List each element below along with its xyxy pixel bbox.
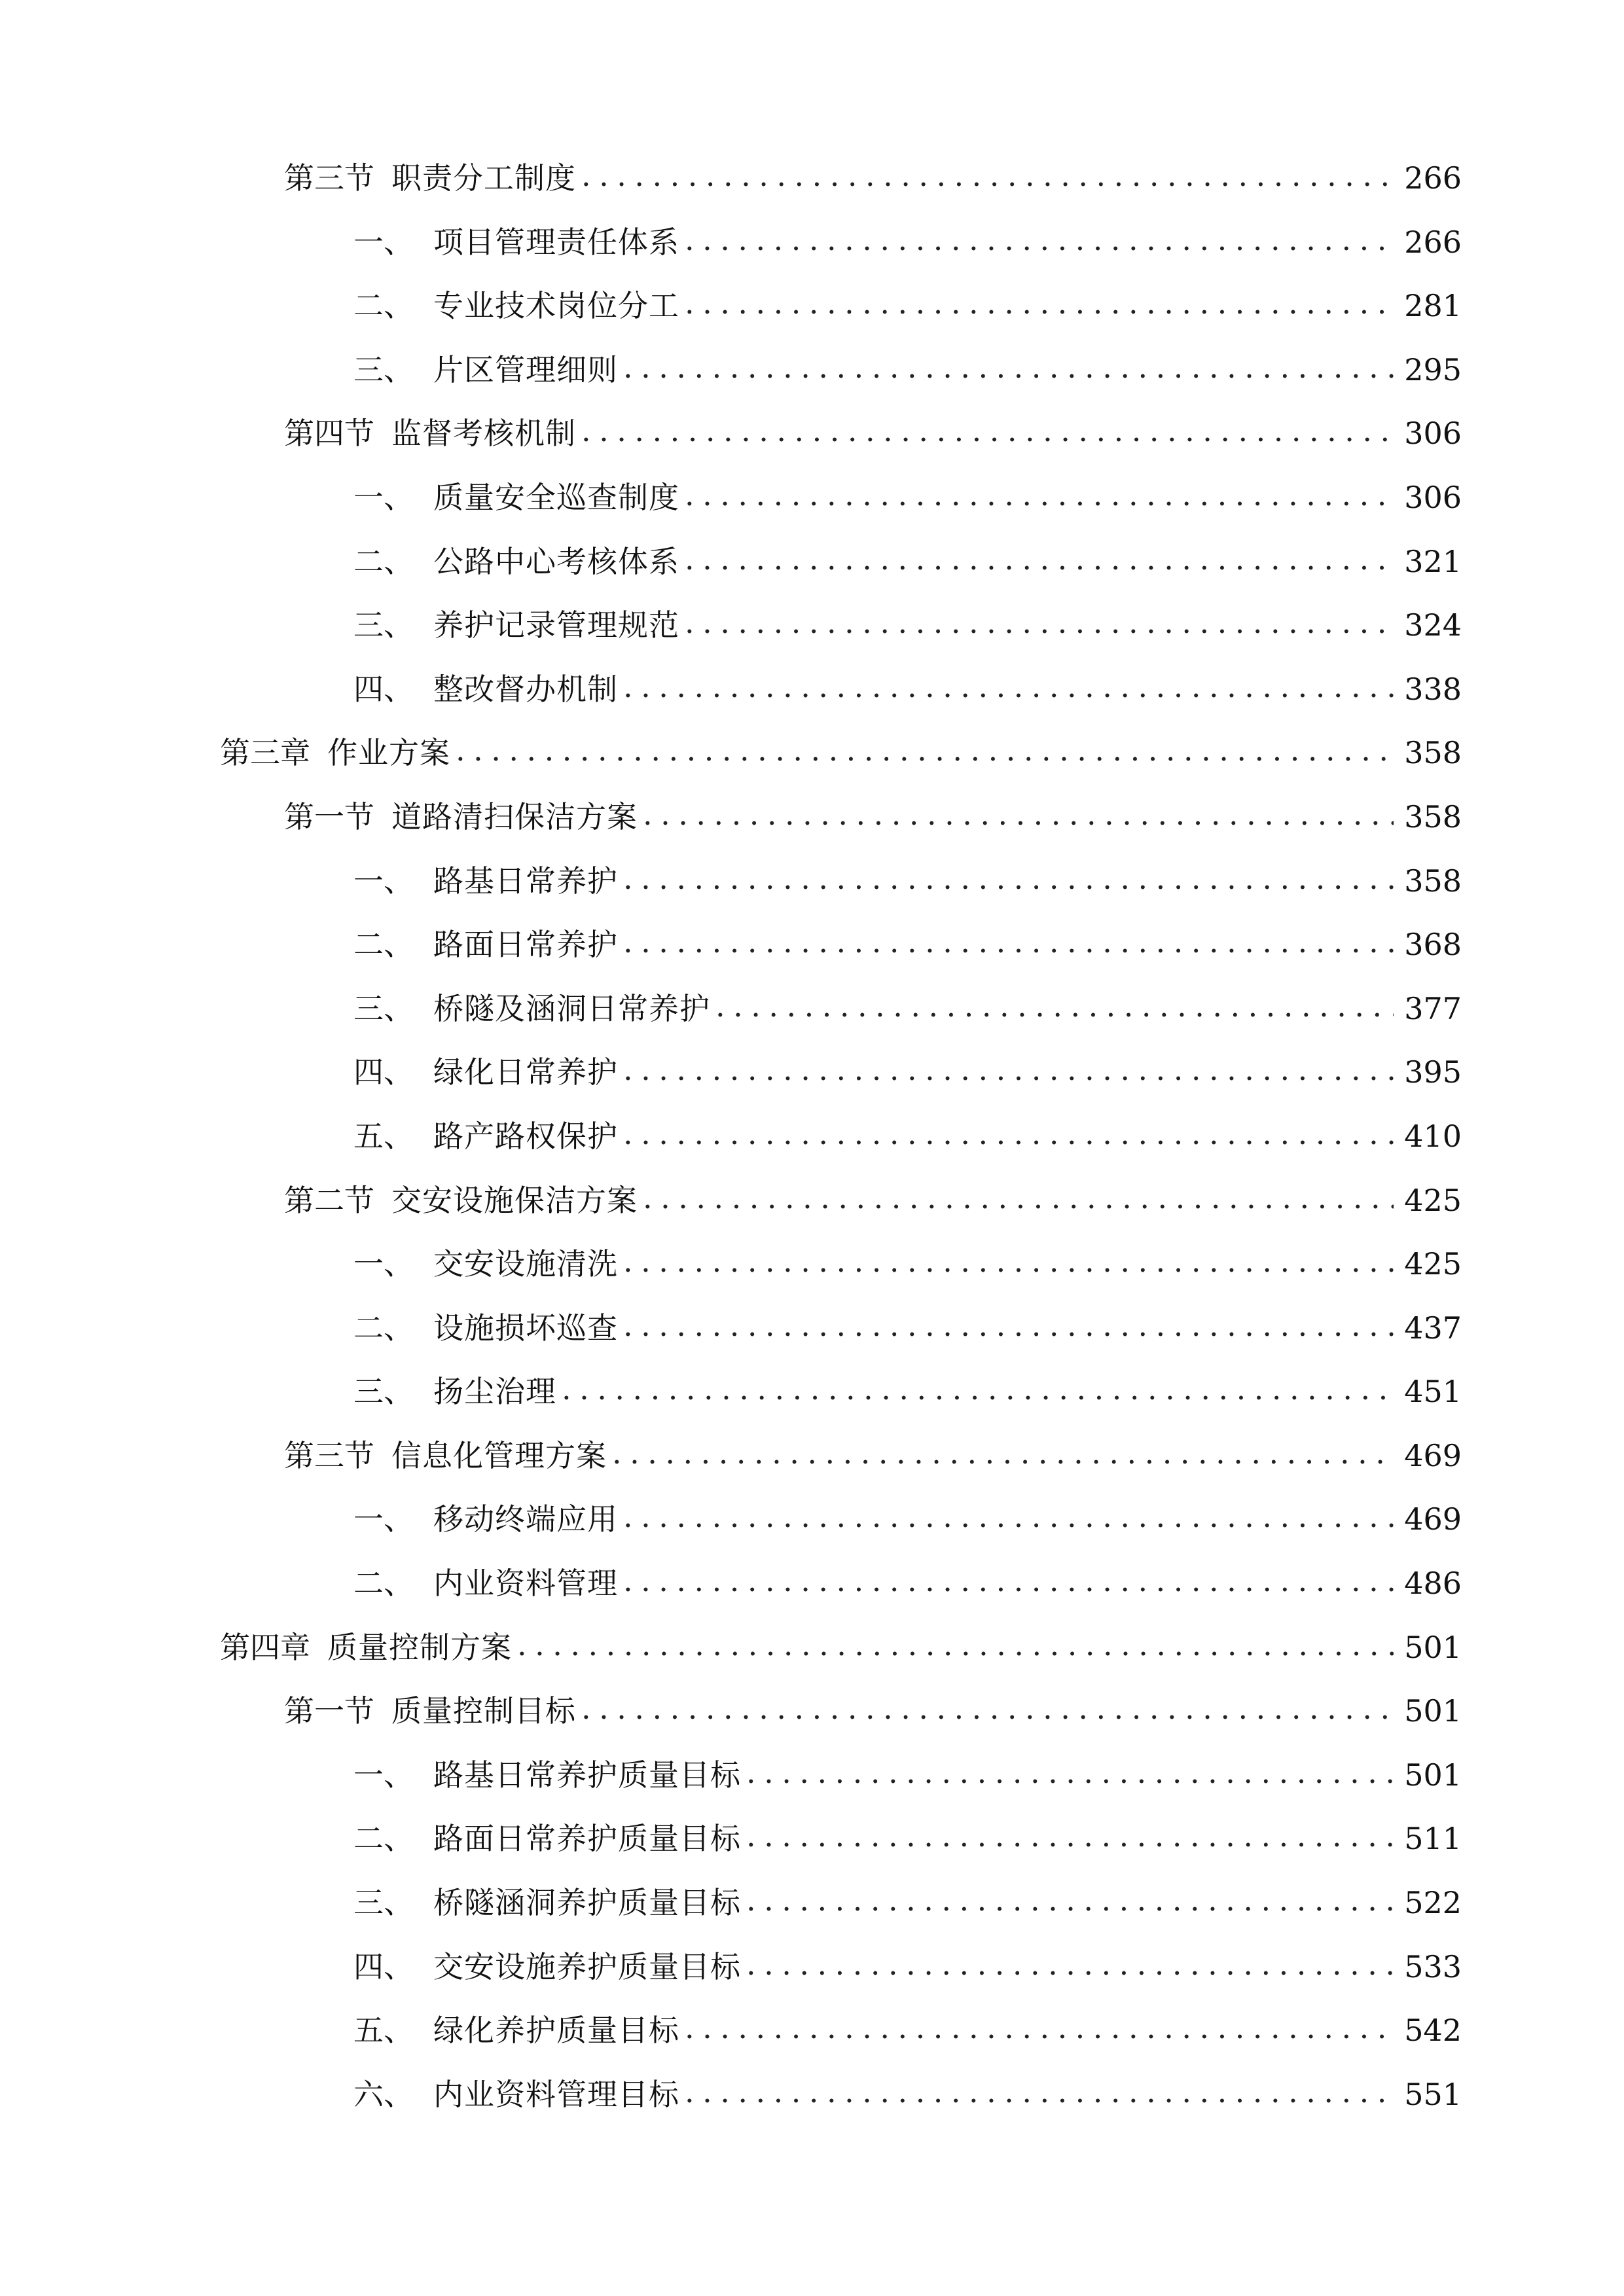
dot-leader	[623, 1038, 1394, 1102]
toc-entry-title: 路面日常养护	[433, 927, 618, 963]
toc-entry-line	[353, 274, 1462, 338]
toc-entry-number: 二、	[353, 927, 414, 963]
toc-entry-line	[284, 1424, 1462, 1488]
dot-leader	[685, 2060, 1394, 2125]
toc-entry-title: 路产路权保护	[433, 1118, 618, 1154]
toc-entry-title: 设施损坏巡查	[433, 1310, 618, 1346]
toc-entry-number: 一、	[353, 863, 414, 899]
toc-entry-title: 交安设施养护质量目标	[433, 1948, 741, 1984]
toc-entry-number: 三、	[353, 1885, 414, 1921]
toc-entry-line	[353, 594, 1462, 658]
toc-entry-page-number: 437	[1404, 1310, 1462, 1346]
toc-entry-title: 项目管理责任体系	[433, 224, 679, 260]
toc-entry-page-number: 306	[1404, 416, 1462, 452]
toc-entry-title: 内业资料管理目标	[433, 2076, 679, 2112]
toc-entry-item[interactable]	[0, 1488, 1624, 1552]
toc-entry-title: 质量安全巡查制度	[433, 479, 679, 515]
toc-entry-page-number: 551	[1404, 2076, 1462, 2112]
toc-entry-item[interactable]	[0, 977, 1624, 1041]
dot-leader	[517, 1613, 1394, 1677]
toc-entry-title: 监督考核机制	[391, 416, 576, 452]
toc-entry-item[interactable]	[0, 1999, 1624, 2063]
toc-entry-title: 片区管理细则	[433, 351, 618, 387]
toc-entry-number: 第四节	[284, 416, 374, 452]
dot-leader	[643, 783, 1394, 847]
toc-entry-page-number: 451	[1404, 1374, 1462, 1410]
toc-entry-line	[353, 913, 1462, 977]
toc-entry-line	[284, 785, 1462, 850]
toc-entry-title: 路基日常养护	[433, 863, 618, 899]
toc-entry-line	[353, 211, 1462, 275]
toc-entry-page-number: 358	[1404, 798, 1462, 834]
toc-entry-line	[284, 147, 1462, 211]
toc-entry-title: 桥隧涵洞养护质量目标	[433, 1885, 741, 1921]
toc-entry-title: 专业技术岗位分工	[433, 288, 679, 324]
toc-entry-section[interactable]	[0, 1169, 1624, 1233]
toc-entry-number: 三、	[353, 351, 414, 387]
dot-leader	[746, 1804, 1394, 1869]
toc-entry-line	[353, 1041, 1462, 1105]
toc-entry-page-number: 469	[1404, 1437, 1462, 1473]
toc-entry-section[interactable]	[0, 785, 1624, 850]
toc-entry-line	[353, 1552, 1462, 1616]
toc-entry-line	[353, 2063, 1462, 2127]
dot-leader	[623, 336, 1394, 400]
toc-entry-line	[353, 850, 1462, 914]
toc-entry-line	[220, 1616, 1462, 1680]
toc-entry-item[interactable]	[0, 338, 1624, 403]
toc-entry-title: 绿化养护质量目标	[433, 2013, 679, 2049]
toc-entry-page-number: 295	[1404, 351, 1462, 387]
toc-entry-title: 交安设施清洗	[433, 1246, 618, 1282]
toc-entry-page-number: 410	[1404, 1118, 1462, 1154]
toc-entry-chapter[interactable]	[0, 721, 1624, 785]
toc-entry-title: 交安设施保洁方案	[391, 1182, 638, 1218]
toc-entry-item[interactable]	[0, 1041, 1624, 1105]
dot-leader	[623, 847, 1394, 911]
toc-entry-title: 公路中心考核体系	[433, 543, 679, 579]
dot-leader	[746, 1741, 1394, 1805]
dot-leader	[685, 1996, 1394, 2060]
toc-entry-page-number: 425	[1404, 1246, 1462, 1282]
toc-entry-number: 二、	[353, 543, 414, 579]
toc-entry-item[interactable]	[0, 2063, 1624, 2127]
toc-entry-number: 第一节	[284, 798, 374, 834]
dot-leader	[623, 1294, 1394, 1358]
toc-entry-title: 整改督办机制	[433, 671, 618, 707]
toc-entry-number: 一、	[353, 1757, 414, 1793]
toc-entry-page-number: 266	[1404, 224, 1462, 260]
toc-entry-item[interactable]	[0, 1871, 1624, 1935]
toc-entry-title: 路基日常养护质量目标	[433, 1757, 741, 1793]
toc-entry-line	[284, 1169, 1462, 1233]
toc-entry-title: 信息化管理方案	[391, 1437, 607, 1473]
toc-entry-item[interactable]	[0, 1552, 1624, 1616]
toc-entry-title: 桥隧及涵洞日常养护	[433, 990, 710, 1026]
toc-entry-page-number: 377	[1404, 990, 1462, 1026]
toc-entry-page-number: 501	[1404, 1757, 1462, 1793]
toc-entry-page-number: 358	[1404, 735, 1462, 771]
toc-entry-number: 一、	[353, 1246, 414, 1282]
dot-leader	[612, 1422, 1394, 1486]
toc-entry-line	[220, 721, 1462, 785]
dot-leader	[581, 1677, 1394, 1741]
toc-entry-title: 职责分工制度	[391, 160, 576, 196]
table-of-contents	[0, 147, 1624, 2126]
toc-entry-line	[353, 1488, 1462, 1552]
toc-entry-page-number: 338	[1404, 671, 1462, 707]
toc-entry-item[interactable]	[0, 1744, 1624, 1808]
toc-entry-number: 第三节	[284, 1437, 374, 1473]
dot-leader	[685, 463, 1394, 528]
toc-entry-title: 质量控制目标	[391, 1693, 576, 1729]
toc-entry-item[interactable]	[0, 274, 1624, 338]
toc-entry-line	[353, 1232, 1462, 1297]
toc-entry-line	[284, 1679, 1462, 1744]
dot-leader	[623, 1549, 1394, 1613]
toc-entry-section[interactable]	[0, 147, 1624, 211]
dot-leader	[685, 591, 1394, 655]
toc-entry-page-number: 486	[1404, 1566, 1462, 1602]
toc-entry-page-number: 368	[1404, 927, 1462, 963]
toc-entry-page-number: 522	[1404, 1885, 1462, 1921]
toc-entry-number: 一、	[353, 479, 414, 515]
toc-entry-chapter[interactable]	[0, 1616, 1624, 1680]
toc-entry-page-number: 533	[1404, 1948, 1462, 1984]
toc-entry-number: 第四章	[220, 1629, 310, 1665]
toc-entry-number: 第一节	[284, 1693, 374, 1729]
toc-entry-item[interactable]	[0, 1297, 1624, 1361]
toc-entry-page-number: 266	[1404, 160, 1462, 196]
toc-entry-page-number: 281	[1404, 288, 1462, 324]
toc-entry-page-number: 501	[1404, 1629, 1462, 1665]
dot-leader	[456, 719, 1394, 783]
toc-entry-page-number: 425	[1404, 1182, 1462, 1218]
toc-entry-line	[353, 1999, 1462, 2063]
toc-entry-line	[353, 1297, 1462, 1361]
toc-entry-title: 绿化日常养护	[433, 1054, 618, 1090]
toc-entry-line	[353, 1105, 1462, 1169]
toc-entry-number: 三、	[353, 607, 414, 643]
toc-entry-number: 三、	[353, 990, 414, 1026]
toc-entry-line	[353, 1360, 1462, 1424]
dot-leader	[623, 655, 1394, 719]
toc-entry-number: 第二节	[284, 1182, 374, 1218]
toc-entry-line	[353, 1744, 1462, 1808]
toc-entry-number: 二、	[353, 1821, 414, 1857]
toc-entry-line	[353, 466, 1462, 530]
toc-entry-title: 扬尘治理	[433, 1374, 556, 1410]
toc-entry-section[interactable]	[0, 402, 1624, 466]
toc-entry-page-number: 542	[1404, 2013, 1462, 2049]
toc-entry-page-number: 395	[1404, 1054, 1462, 1090]
dot-leader	[643, 1166, 1394, 1230]
toc-entry-line	[353, 1871, 1462, 1935]
dot-leader	[746, 1933, 1394, 1997]
dot-leader	[685, 272, 1394, 336]
toc-entry-line	[353, 1935, 1462, 2000]
dot-leader	[715, 975, 1394, 1039]
dot-leader	[581, 144, 1394, 208]
toc-entry-number: 第三节	[284, 160, 374, 196]
toc-entry-number: 第三章	[220, 735, 310, 771]
toc-entry-title: 移动终端应用	[433, 1501, 618, 1537]
toc-entry-number: 一、	[353, 1501, 414, 1537]
toc-entry-number: 四、	[353, 1948, 414, 1984]
toc-entry-page-number: 511	[1404, 1821, 1462, 1857]
toc-entry-line	[353, 338, 1462, 403]
toc-entry-title: 内业资料管理	[433, 1566, 618, 1602]
toc-entry-item[interactable]	[0, 211, 1624, 275]
toc-entry-item[interactable]	[0, 1105, 1624, 1169]
toc-entry-number: 五、	[353, 1118, 414, 1154]
toc-entry-title: 质量控制方案	[327, 1629, 512, 1665]
toc-entry-item[interactable]	[0, 466, 1624, 530]
dot-leader	[623, 1230, 1394, 1294]
toc-entry-number: 二、	[353, 1566, 414, 1602]
dot-leader	[746, 1869, 1394, 1933]
toc-entry-number: 一、	[353, 224, 414, 260]
toc-entry-title: 作业方案	[327, 735, 450, 771]
toc-entry-item[interactable]	[0, 1807, 1624, 1871]
toc-entry-line	[353, 658, 1462, 722]
toc-entry-item[interactable]	[0, 850, 1624, 914]
dot-leader	[623, 910, 1394, 975]
dot-leader	[685, 208, 1394, 272]
toc-entry-item[interactable]	[0, 1360, 1624, 1424]
dot-leader	[685, 528, 1394, 592]
toc-entry-section[interactable]	[0, 1424, 1624, 1488]
toc-entry-line	[353, 530, 1462, 594]
toc-entry-number: 二、	[353, 288, 414, 324]
toc-entry-number: 五、	[353, 2013, 414, 2049]
toc-entry-section[interactable]	[0, 1679, 1624, 1744]
toc-entry-number: 四、	[353, 1054, 414, 1090]
toc-entry-page-number: 358	[1404, 863, 1462, 899]
toc-entry-title: 养护记录管理规范	[433, 607, 679, 643]
dot-leader	[581, 399, 1394, 463]
toc-entry-title: 道路清扫保洁方案	[391, 798, 638, 834]
dot-leader	[562, 1357, 1394, 1422]
toc-entry-item[interactable]	[0, 1232, 1624, 1297]
toc-entry-page-number: 469	[1404, 1501, 1462, 1537]
toc-entry-page-number: 306	[1404, 479, 1462, 515]
toc-entry-title: 路面日常养护质量目标	[433, 1821, 741, 1857]
toc-entry-number: 二、	[353, 1310, 414, 1346]
dot-leader	[623, 1102, 1394, 1166]
toc-entry-number: 四、	[353, 671, 414, 707]
toc-entry-item[interactable]	[0, 913, 1624, 977]
toc-entry-page-number: 501	[1404, 1693, 1462, 1729]
toc-entry-page-number: 321	[1404, 543, 1462, 579]
toc-entry-number: 六、	[353, 2076, 414, 2112]
toc-entry-line	[353, 1807, 1462, 1871]
toc-entry-line	[284, 402, 1462, 466]
toc-entry-item[interactable]	[0, 658, 1624, 722]
toc-entry-page-number: 324	[1404, 607, 1462, 643]
toc-entry-item[interactable]	[0, 594, 1624, 658]
toc-entry-item[interactable]	[0, 1935, 1624, 2000]
toc-entry-line	[353, 977, 1462, 1041]
toc-entry-item[interactable]	[0, 530, 1624, 594]
dot-leader	[623, 1485, 1394, 1549]
toc-entry-number: 三、	[353, 1374, 414, 1410]
